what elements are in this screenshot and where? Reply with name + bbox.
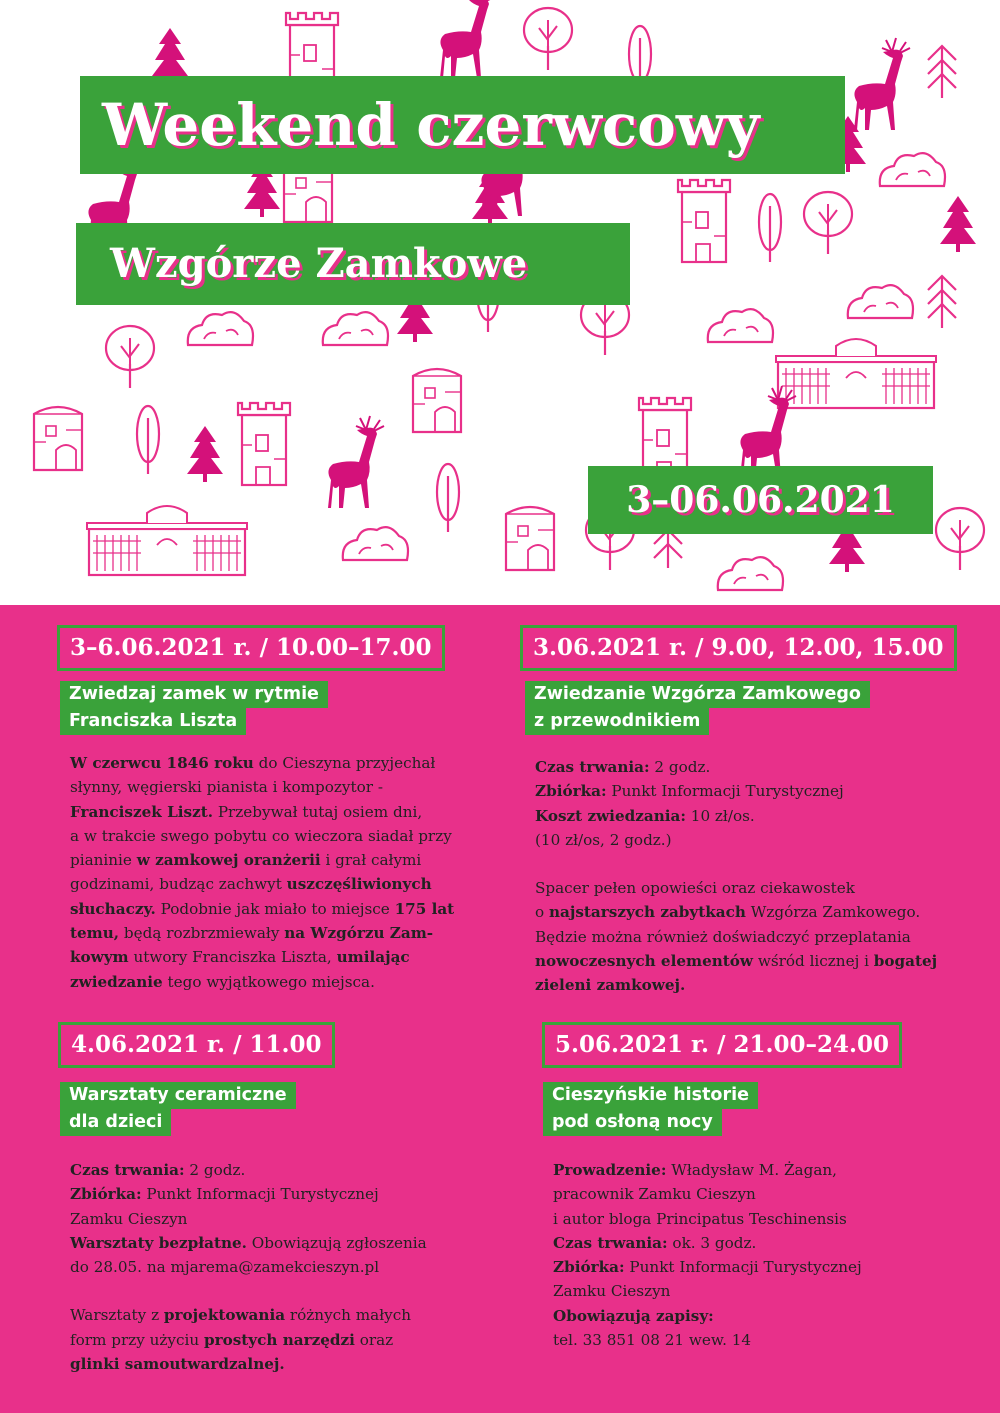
body-line xyxy=(70,1207,427,1231)
event-title-4-line-1: Cieszyńskie historie xyxy=(543,1082,758,1109)
body-text: W czerwcu 1846 roku xyxy=(70,754,254,772)
body-text: Czas trwania: xyxy=(535,758,650,776)
body-line xyxy=(70,1279,427,1303)
body-text: Punkt Informacji Turystycznej xyxy=(624,1258,862,1277)
body-text: i autor bloga Principatus Teschinensis xyxy=(553,1209,847,1228)
body-text: Będzie można również doświadczyć przeplatania xyxy=(535,927,911,946)
body-text: będą rozbrzmiewały xyxy=(119,924,285,943)
body-text: Koszt zwiedzania: xyxy=(535,806,686,825)
body-line xyxy=(535,900,937,924)
body-text: oraz xyxy=(354,1330,394,1349)
body-text: Prowadzenie: xyxy=(553,1161,667,1179)
body-line xyxy=(70,848,454,872)
body-line xyxy=(70,897,454,921)
body-line xyxy=(535,779,937,803)
poster-header xyxy=(0,0,1000,605)
body-line xyxy=(70,921,454,945)
body-text: pianinie xyxy=(70,851,137,870)
body-text: słynny, węgierski pianista i kompozytor - xyxy=(70,778,383,797)
body-text: ok. 3 godz. xyxy=(667,1233,757,1252)
body-text: w zamkowej oranżerii xyxy=(136,851,321,870)
body-text: a w trakcie swego pobytu co wieczora siadał przy xyxy=(70,826,452,845)
poster-subtitle: Wzgórze Zamkowe xyxy=(76,223,630,305)
body-text: Spacer pełen opowieści oraz ciekawostek xyxy=(535,879,855,898)
body-text: pracownik Zamku Cieszyn xyxy=(553,1185,756,1204)
event-body-1 xyxy=(70,751,454,994)
body-line xyxy=(535,755,937,779)
body-text: Zbiórka: xyxy=(535,782,607,801)
body-text: utwory Franciszka Liszta, xyxy=(128,948,337,967)
body-line xyxy=(535,828,937,852)
body-text: umilając xyxy=(336,948,410,967)
body-line xyxy=(535,925,937,949)
body-text: 2 godz. xyxy=(184,1161,246,1179)
body-text: różnych małych xyxy=(285,1306,412,1325)
event-date-3: 4.06.2021 r. / 11.00 xyxy=(58,1022,335,1068)
body-text: Władysław M. Żagan, xyxy=(666,1161,837,1179)
event-title-3-line-1: Warsztaty ceramiczne xyxy=(60,1082,296,1109)
body-line xyxy=(70,824,454,848)
body-line xyxy=(553,1207,862,1231)
event-title-1-line-2: Franciszka Liszta xyxy=(60,708,246,735)
body-text: Podobnie jak miało to miejsce xyxy=(155,899,395,918)
body-text: glinki samoutwardzalnej. xyxy=(70,1355,285,1374)
body-line xyxy=(535,852,937,876)
body-text: Obowiązują zapisy: xyxy=(553,1306,714,1325)
body-text: wśród licznej i xyxy=(753,952,874,971)
body-line xyxy=(70,800,454,824)
poster-date: 3–06.06.2021 xyxy=(588,466,933,534)
poster-title: Weekend czerwcowy xyxy=(80,76,845,174)
body-text: nowoczesnych elementów xyxy=(535,952,753,971)
body-text: do Cieszyna przyjechał xyxy=(253,754,436,772)
body-line xyxy=(553,1158,862,1182)
event-title-4-line-2: pod osłoną nocy xyxy=(543,1109,722,1136)
body-text: Zamku Cieszyn xyxy=(553,1282,671,1301)
event-body-3 xyxy=(70,1158,427,1376)
body-text: Zbiórka: xyxy=(553,1258,625,1277)
event-date-2: 3.06.2021 r. / 9.00, 12.00, 15.00 xyxy=(520,625,957,671)
body-text: na Wzgórzu Zam- xyxy=(284,924,434,943)
body-line xyxy=(553,1182,862,1206)
body-text: Punkt Informacji Turystycznej xyxy=(141,1185,379,1204)
event-body-4 xyxy=(553,1158,862,1352)
body-text: i grał całymi xyxy=(320,851,422,870)
body-text: 175 lat xyxy=(394,899,455,918)
event-title-2-line-1: Zwiedzanie Wzgórza Zamkowego xyxy=(525,681,870,708)
body-line xyxy=(70,1182,427,1206)
body-text: temu, xyxy=(70,924,120,943)
body-line xyxy=(553,1304,862,1328)
body-text: kowym xyxy=(70,948,129,967)
body-text: Obowiązują zgłoszenia xyxy=(246,1233,427,1252)
event-title-3 xyxy=(60,1082,296,1136)
body-line xyxy=(70,1303,427,1327)
body-text: Punkt Informacji Turystycznej xyxy=(606,782,844,801)
event-title-2 xyxy=(525,681,870,735)
body-text: (10 zł/os, 2 godz.) xyxy=(535,830,672,849)
body-text: do 28.05. na mjarema@zamekcieszyn.pl xyxy=(70,1258,380,1277)
body-line xyxy=(70,1328,427,1352)
body-line xyxy=(70,775,454,799)
body-text: 10 zł/os. xyxy=(685,806,755,825)
event-date-1: 3–6.06.2021 r. / 10.00–17.00 xyxy=(57,625,445,671)
event-title-1 xyxy=(60,681,328,735)
body-line xyxy=(70,751,454,775)
body-text: zwiedzanie xyxy=(70,972,163,991)
events-section xyxy=(0,605,1000,1413)
body-text: najstarszych zabytkach xyxy=(548,903,746,922)
body-text: form przy użyciu xyxy=(70,1330,204,1349)
body-line xyxy=(535,949,937,973)
event-date-4: 5.06.2021 r. / 21.00–24.00 xyxy=(542,1022,902,1068)
body-text: zieleni zamkowej. xyxy=(535,976,686,995)
body-line xyxy=(70,945,454,969)
body-text: prostych narzędzi xyxy=(203,1330,355,1349)
body-text: Czas trwania: xyxy=(70,1161,185,1179)
body-text: Wzgórza Zamkowego. xyxy=(745,903,921,922)
event-title-1-line-1: Zwiedzaj zamek w rytmie xyxy=(60,681,328,708)
body-line xyxy=(70,1158,427,1182)
body-line xyxy=(553,1231,862,1255)
body-line xyxy=(70,1352,427,1376)
event-title-2-line-2: z przewodnikiem xyxy=(525,708,709,735)
body-line xyxy=(535,804,937,828)
body-text: tel. 33 851 08 21 wew. 14 xyxy=(553,1331,752,1350)
body-line xyxy=(70,872,454,896)
body-text: bogatej xyxy=(873,952,938,971)
body-text: tego wyjątkowego miejsca. xyxy=(162,972,375,991)
body-text: projektowania xyxy=(163,1306,286,1325)
body-text: Zbiórka: xyxy=(70,1185,142,1204)
body-line xyxy=(553,1328,862,1352)
event-title-4 xyxy=(543,1082,758,1136)
body-text: o xyxy=(535,903,549,922)
body-text: Warsztaty z xyxy=(70,1306,164,1325)
body-line xyxy=(70,1255,427,1279)
body-text: Franciszek Liszt. xyxy=(70,802,213,821)
body-text: Przebywał tutaj osiem dni, xyxy=(213,802,423,821)
body-line xyxy=(553,1279,862,1303)
event-title-3-line-2: dla dzieci xyxy=(60,1109,171,1136)
body-text: Warsztaty bezpłatne. xyxy=(70,1233,247,1252)
body-text: godzinami, budząc zachwyt xyxy=(70,875,287,894)
body-text: Czas trwania: xyxy=(553,1233,668,1252)
body-line xyxy=(535,876,937,900)
body-line xyxy=(535,973,937,997)
body-line xyxy=(553,1255,862,1279)
body-text: 2 godz. xyxy=(649,758,711,776)
body-text: Zamku Cieszyn xyxy=(70,1209,188,1228)
body-line xyxy=(70,1231,427,1255)
body-line xyxy=(70,970,454,994)
event-body-2 xyxy=(535,755,937,998)
body-text: słuchaczy. xyxy=(70,899,156,918)
body-text: uszczęśliwionych xyxy=(286,875,432,894)
